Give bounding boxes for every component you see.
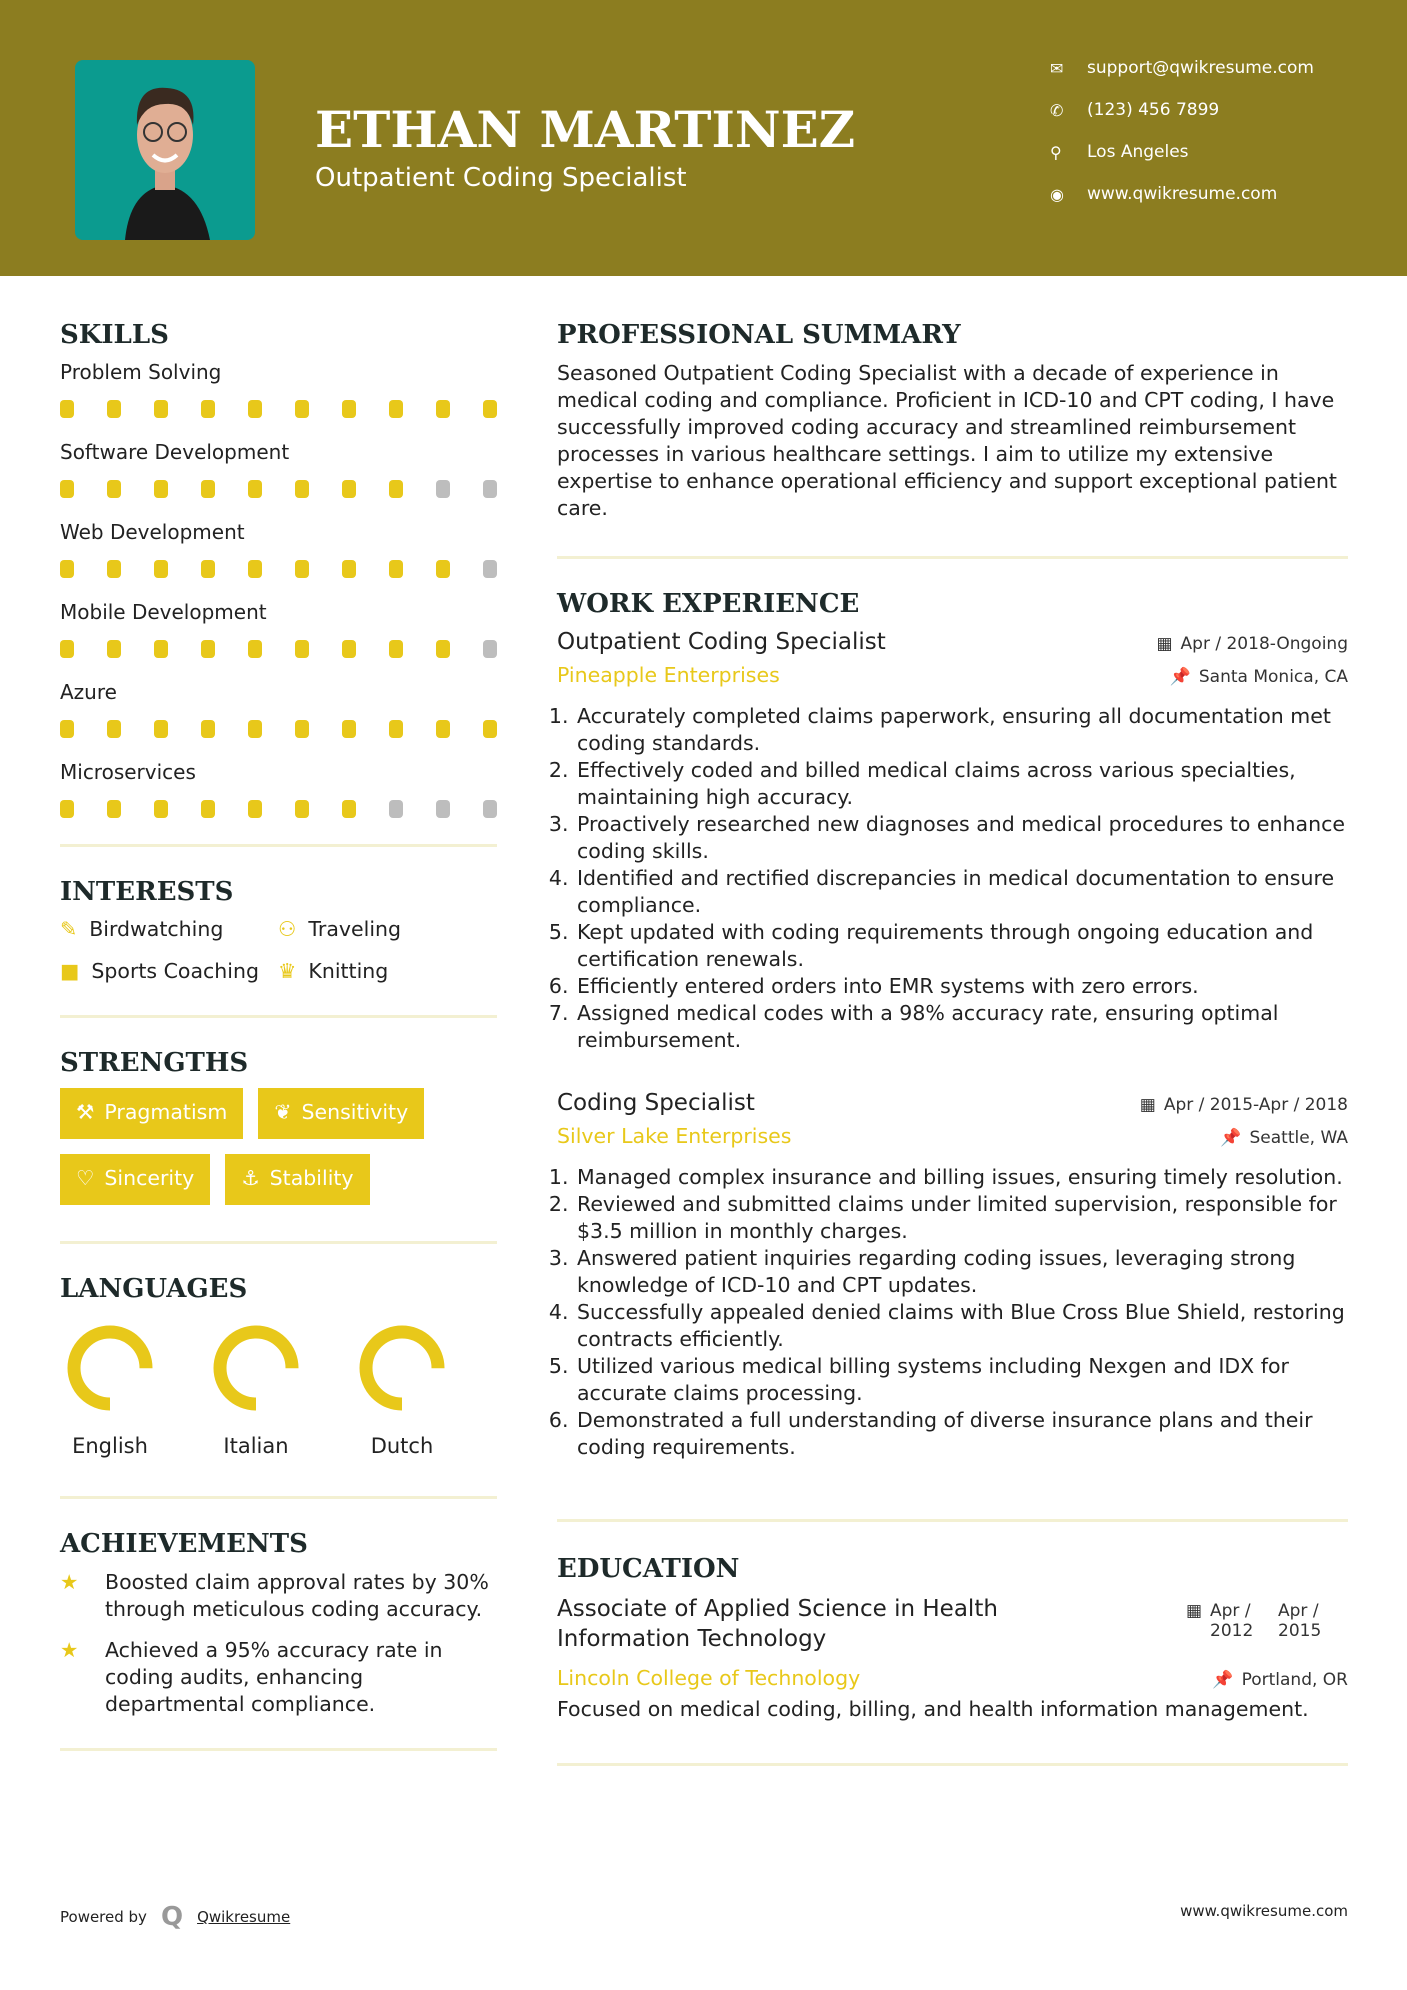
rating-dot [342,720,356,738]
job-bullet: 4. Successfully appealed denied claims with Blue Cross Blue Shield, restoring contracts efficiently. [575,1299,1348,1353]
rating-dot [60,560,74,578]
languages-heading: LANGUAGES [60,1274,248,1304]
skills-list [60,360,497,818]
education-location: 📌 Portland, OR [1212,1670,1348,1690]
skill-label: Microservices [60,760,196,784]
job-date: ▦ Apr / 2015-Apr / 2018 [1139,1095,1348,1115]
divider [60,1241,497,1244]
strength-tag: ♡ Sincerity [60,1154,210,1205]
skills-heading: SKILLS [60,320,169,350]
experience-heading: WORK EXPERIENCE [557,589,860,619]
rating-dot [60,640,74,658]
job-bullet: 5. Utilized various medical billing systems including Nexgen and IDX for accurate claims processing. [575,1353,1348,1407]
skill-rating [60,480,497,498]
rating-dot [389,800,403,818]
language-item [66,1324,154,1458]
skill-label: Mobile Development [60,600,267,624]
interest-item: ♛ Knitting [278,959,389,983]
rating-dot [154,800,168,818]
skill-rating [60,800,497,818]
gavel-icon: ⚒ [76,1100,95,1124]
job-bullet: 4. Identified and rectified discrepancies in medical documentation to ensure compliance. [575,865,1348,919]
education-heading: EDUCATION [557,1554,740,1584]
job-bullet: 7. Assigned medical codes with a 98% accuracy rate, ensuring optimal reimbursement. [575,1000,1348,1054]
degree: Associate of Applied Science in Health Information Technology [557,1596,998,1652]
rating-dot [201,400,215,418]
language-ring [66,1324,154,1412]
rating-dot [107,400,121,418]
jobs-list [557,629,1348,1461]
job-bullet: 3. Answered patient inquiries regarding coding issues, leveraging strong knowledge of ICD-10 and CPT updates. [575,1245,1348,1299]
language-name: Italian [223,1434,289,1458]
job-bullet: 6. Efficiently entered orders into EMR systems with zero errors. [575,973,1348,1000]
rating-dot [201,800,215,818]
job-bullet: 1. Managed complex insurance and billing issues, ensuring timely resolution. [575,1164,1348,1191]
rating-dot [201,480,215,498]
pin-icon: 📌 [1169,667,1191,687]
rating-dot [295,720,309,738]
rating-dot [483,400,497,418]
divider [60,1015,497,1018]
rating-dot [154,480,168,498]
company: Silver Lake Enterprises [557,1124,792,1148]
rating-dot [107,560,121,578]
trophy-icon: ♛ [278,959,297,983]
rating-dot [201,640,215,658]
rating-dot [483,720,497,738]
job-title: Outpatient Coding Specialist [557,629,886,655]
rating-dot [295,400,309,418]
qwikresume-logo-icon: Q [160,1902,184,1932]
map-marker-icon: ⚲ [1050,142,1062,162]
rating-dot [248,480,262,498]
anchor-icon: ⚓ [241,1166,260,1190]
rating-dot [342,400,356,418]
rating-dot [295,800,309,818]
rating-dot [201,720,215,738]
rating-dot [107,480,121,498]
rating-dot [483,560,497,578]
rating-dot [60,400,74,418]
achievement-item: ★ Achieved a 95% accuracy rate in coding audits, enhancing departmental compliance. [60,1638,443,1716]
calendar-icon: ▦ [1156,634,1173,654]
rating-dot [342,480,356,498]
skill-label: Azure [60,680,117,704]
achievements-heading: ACHIEVEMENTS [60,1529,308,1559]
binoculars-icon: ⚇ [278,917,297,941]
rating-dot [154,560,168,578]
skill-rating [60,640,497,658]
phone-icon: ✆ [1050,100,1064,120]
education-header [557,1594,1348,1654]
education-description: Focused on medical coding, billing, and health information management. [557,1697,1309,1721]
rating-dot [389,640,403,658]
rating-dot [436,720,450,738]
pencil-square-icon: ✎ [60,917,78,941]
job-bullet: 2. Reviewed and submitted claims under limited supervision, responsible for $3.5 million in monthly charges. [575,1191,1348,1245]
divider [557,556,1348,559]
rating-dot [436,400,450,418]
rating-dot [107,800,121,818]
rating-dot [436,560,450,578]
candidate-name: ETHAN MARTINEZ [315,100,856,159]
job-bullet: 5. Kept updated with coding requirements through ongoing education and certification renewals. [575,919,1348,973]
job-date: ▦ Apr / 2018-Ongoing [1156,634,1348,654]
job-entry [557,1090,1348,1461]
rating-dot [248,560,262,578]
job-bullet: 1. Accurately completed claims paperwork, ensuring all documentation met coding standards. [575,703,1348,757]
skill-label: Problem Solving [60,360,222,384]
footer-url[interactable]: www.qwikresume.com [1180,1902,1348,1920]
contact-website[interactable]: ◉ www.qwikresume.com [1050,184,1278,204]
job-location: 📌 Seattle, WA [1220,1128,1348,1148]
rating-dot [295,640,309,658]
interests-list [60,917,497,983]
calendar-icon: ▦ [1185,1601,1202,1621]
strengths-list [60,1088,497,1205]
divider [60,844,497,847]
rating-dot [295,560,309,578]
rating-dot [483,640,497,658]
divider [60,1748,497,1751]
rating-dot [436,640,450,658]
rating-dot [248,640,262,658]
achievement-item: ★ Boosted claim approval rates by 30% through meticulous coding accuracy. [60,1570,489,1621]
job-entry [557,629,1348,1054]
job-location: 📌 Santa Monica, CA [1169,667,1348,687]
leaf-icon: ❦ [274,1100,292,1124]
rating-dot [154,400,168,418]
skill-rating [60,720,497,738]
language-name: Dutch [370,1434,434,1458]
skill-rating [60,400,497,418]
interest-item: ■ Sports Coaching [60,959,259,983]
language-item [358,1324,446,1458]
right-column [557,320,1348,1796]
job-bullets [575,703,1348,1054]
rating-dot [60,800,74,818]
language-item [212,1324,300,1458]
contact-location: ⚲ Los Angeles [1050,142,1189,162]
pin-icon: 📌 [1212,1670,1234,1690]
job-bullet: 3. Proactively researched new diagnoses and medical procedures to enhance coding skills. [575,811,1348,865]
rating-dot [389,560,403,578]
interests-heading: INTERESTS [60,877,234,907]
header [0,0,1407,276]
contact-email[interactable]: ✉ support@qwikresume.com [1050,58,1314,78]
language-ring [212,1324,300,1412]
divider [557,1519,1348,1522]
rating-dot [483,480,497,498]
rating-dot [248,400,262,418]
job-bullet: 2. Effectively coded and billed medical claims across various specialties, maintaining high accuracy. [575,757,1348,811]
languages-list [66,1324,497,1458]
heart-icon: ♡ [76,1166,95,1190]
left-column [60,320,497,1781]
education-sub [557,1666,1348,1690]
rating-dot [295,480,309,498]
rating-dot [483,800,497,818]
rating-dot [154,640,168,658]
job-bullets [575,1164,1348,1461]
summary-text: Seasoned Outpatient Coding Specialist with a decade of experience in medical coding and compliance. Proficient in ICD-10 and CPT coding, I have successfully improved coding accuracy and streamlined reimbursement processes in various healthcare settings. I aim to utilize my extensive expertise to enhance operational efficiency and support exceptional patient care. [557,361,1337,520]
rating-dot [342,800,356,818]
skill-label: Web Development [60,520,245,544]
footer-powered: Powered by Q Qwikresume [60,1902,291,1932]
language-ring [358,1324,446,1412]
star-icon: ★ [60,1638,79,1662]
rating-dot [107,640,121,658]
candidate-title: Outpatient Coding Specialist [315,163,687,193]
strength-tag: ❦ Sensitivity [258,1088,424,1139]
education-dates: ▦ Apr / 2012 Apr / 2015 [1185,1601,1322,1641]
rating-dot [342,640,356,658]
pin-icon: 📌 [1220,1128,1242,1148]
globe-icon: ◉ [1050,184,1064,204]
strength-tag: ⚒ Pragmatism [60,1088,243,1139]
briefcase-icon: ■ [60,959,80,983]
strengths-heading: STRENGTHS [60,1048,249,1078]
rating-dot [342,560,356,578]
school: Lincoln College of Technology [557,1666,861,1690]
interest-item: ⚇ Traveling [278,917,402,941]
rating-dot [248,720,262,738]
strength-tag: ⚓ Stability [225,1154,369,1205]
calendar-icon: ▦ [1139,1095,1156,1115]
rating-dot [389,400,403,418]
envelope-icon: ✉ [1050,58,1064,78]
rating-dot [248,800,262,818]
rating-dot [154,720,168,738]
rating-dot [389,480,403,498]
rating-dot [107,720,121,738]
job-title: Coding Specialist [557,1090,755,1116]
rating-dot [201,560,215,578]
profile-photo [75,60,255,240]
company: Pineapple Enterprises [557,663,780,687]
star-icon: ★ [60,1570,79,1594]
contact-phone: ✆ (123) 456 7899 [1050,100,1220,120]
language-name: English [72,1434,148,1458]
divider [60,1496,497,1499]
rating-dot [60,480,74,498]
skill-rating [60,560,497,578]
qwikresume-link[interactable]: Qwikresume [197,1908,291,1926]
summary-heading: PROFESSIONAL SUMMARY [557,320,961,350]
rating-dot [60,720,74,738]
rating-dot [389,720,403,738]
interest-item: ✎ Birdwatching [60,917,224,941]
rating-dot [436,480,450,498]
rating-dot [436,800,450,818]
skill-label: Software Development [60,440,290,464]
job-bullet: 6. Demonstrated a full understanding of diverse insurance plans and their coding requirements. [575,1407,1348,1461]
divider [557,1763,1348,1766]
